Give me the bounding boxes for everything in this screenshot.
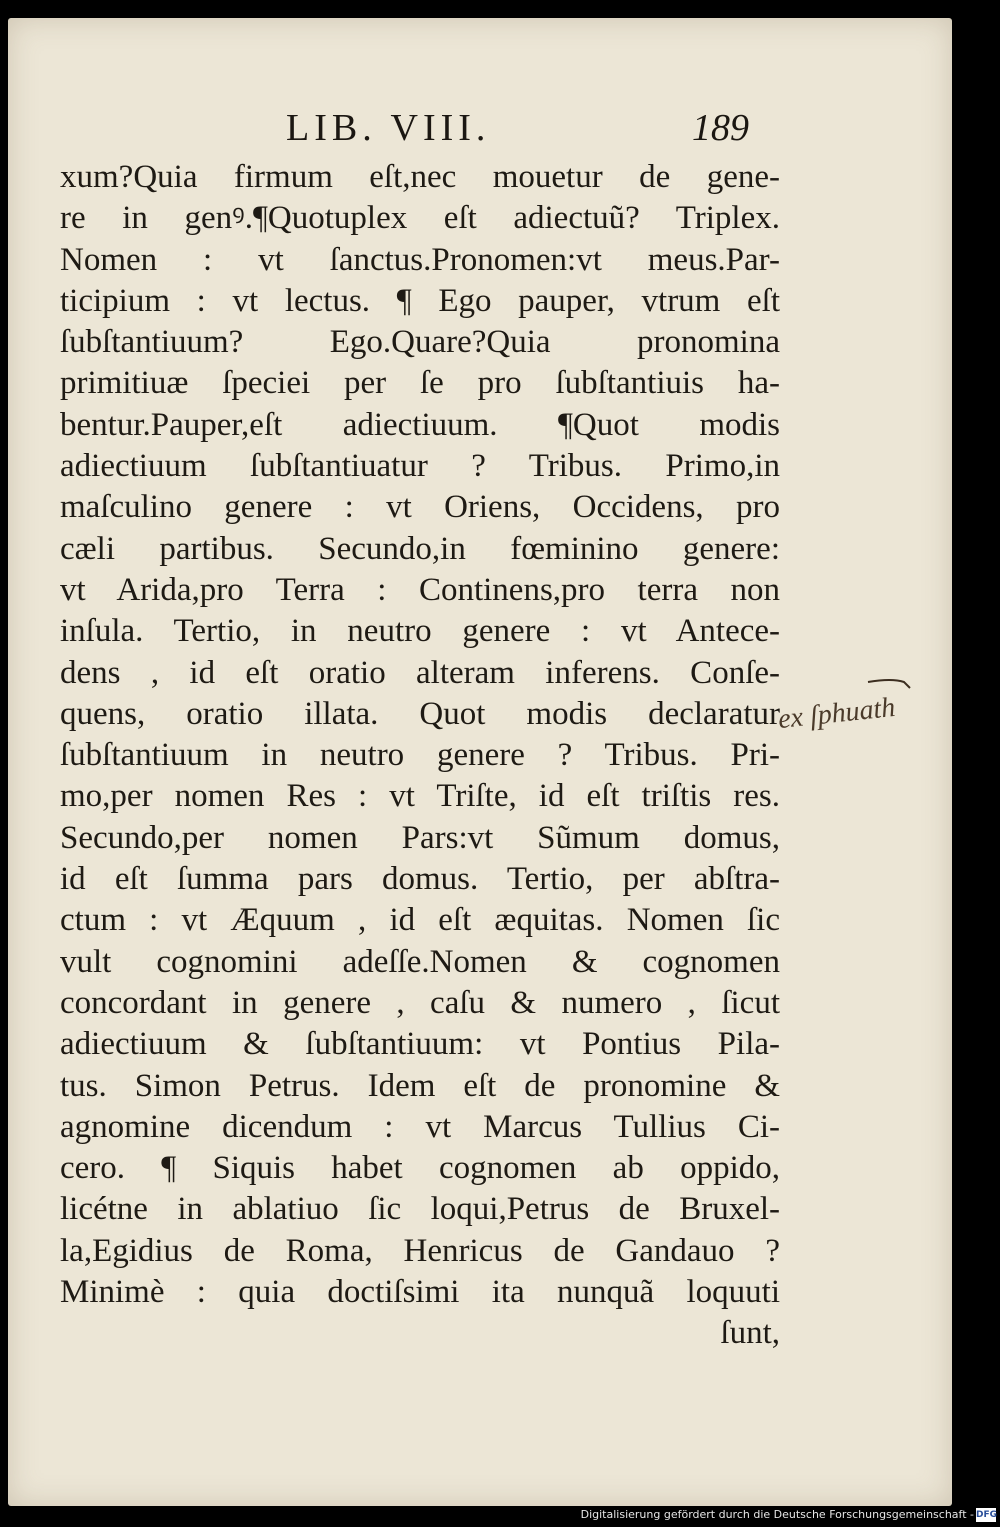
text-line: inſula. Tertio, in neutro genere : vt Antece- [60, 613, 780, 650]
text-line: primitiuæ ſpeciei per ſe pro ſubſtantiuis ha- [60, 365, 780, 402]
text-line: bentur.Pauper,eſt adiectiuum. ¶Quot modis [60, 406, 780, 443]
text-line: ctum : vt Æquum , id eſt æquitas. Nomen ſic [60, 902, 780, 939]
text-line: quens, oratio illata. Quot modis declaratur [60, 695, 780, 732]
text-line: xum?Quia firmum eſt,nec mouetur de gene- [60, 159, 780, 195]
text-line: cero. ¶ Siquis habet cognomen ab oppido, [60, 1150, 780, 1187]
text-line: Minimè : quia doctiſsimi ita nunquã loquuti [60, 1274, 780, 1311]
text-line: mo,per nomen Res : vt Triſte, id eſt triſtis res. [60, 778, 780, 815]
text-line: Nomen : vt ſanctus.Pronomen:vt meus.Par- [60, 241, 780, 278]
text-line: concordant in genere , caſu & numero , ſicut [60, 984, 780, 1021]
text-line: id eſt ſumma pars domus. Tertio, per abſtra- [60, 861, 780, 898]
text-line: adiectiuum & ſubſtantiuum: vt Pontius Pila- [60, 1026, 780, 1063]
book-page [8, 18, 952, 1506]
page-header [8, 106, 952, 156]
catchword: ſunt, [720, 1315, 780, 1352]
text-line: la,Egidius de Roma, Henricus de Gandauo ? [60, 1232, 780, 1269]
text-line: adiectiuum ſubſtantiuatur ? Tribus. Primo,in [60, 448, 780, 485]
text-line: tus. Simon Petrus. Idem eſt de pronomine & [60, 1067, 780, 1104]
dfg-logo: DFG [976, 1510, 998, 1520]
text-line: Secundo,per nomen Pars:vt Sũmum domus, [60, 819, 780, 856]
running-title: LIB. VIII. [286, 107, 491, 149]
text-line: maſculino genere : vt Oriens, Occidens, pro [60, 489, 780, 526]
text-line: re in genꝰ.¶Quotuplex eſt adiectuũ? Triplex. [60, 200, 780, 237]
digitization-credit: Digitalisierung gefördert durch die Deutsche Forschungsgemeinschaft - [580, 1508, 974, 1521]
text-line: cæli partibus. Secundo,in fœminino genere: [60, 530, 780, 567]
text-line: dens , id eſt oratio alteram inferens. Conſe- [60, 654, 780, 691]
handwritten-marginalia: ex ſphuath [776, 691, 897, 736]
text-line: licétne in ablatiuo ſic loqui,Petrus de Bruxel- [60, 1191, 780, 1228]
text-block [60, 157, 780, 1355]
marginal-stroke [866, 676, 912, 690]
text-line: ticipium : vt lectus. ¶ Ego pauper, vtrum eſt [60, 282, 780, 319]
text-line: agnomine dicendum : vt Marcus Tullius Ci- [60, 1108, 780, 1145]
text-line: ſubſtantiuum in neutro genere ? Tribus. Pri- [60, 737, 780, 774]
folio-number: 189 [692, 107, 749, 149]
text-line: vult cognomini adeſſe.Nomen & cognomen [60, 943, 780, 980]
text-line: vt Arida,pro Terra : Continens,pro terra non [60, 571, 780, 608]
text-line: ſubſtantiuum? Ego.Quare?Quia pronomina [60, 324, 780, 361]
